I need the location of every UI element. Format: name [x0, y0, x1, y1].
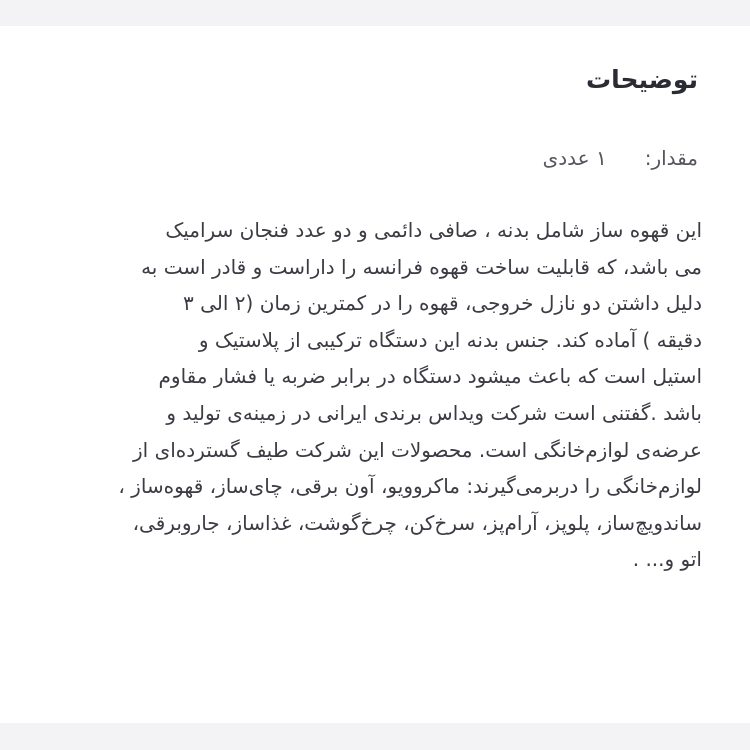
description-line: دلیل داشتن دو نازل خروجی، قهوه را در کمترین زمان (۲ الی ۳ [182, 291, 702, 316]
top-background-strip [0, 0, 750, 26]
description-line: لوازم‌خانگی را دربرمی‌گیرند: ماکروویو، آون برقی، چای‌ساز، قهوه‌ساز ، [118, 474, 702, 499]
quantity-value: ۱ عددی [542, 146, 607, 170]
description-line: استیل است که باعث میشود دستگاه در برابر ضربه یا فشار مقاوم [158, 364, 702, 389]
description-card [0, 26, 750, 723]
description-line: اتو و... . [632, 547, 702, 572]
description-line: این قهوه ساز شامل بدنه ، صافی دائمی و دو عدد فنجان سرامیک [165, 218, 702, 242]
description-line: دقیقه ) آماده کند. جنس بدنه این دستگاه ترکیبی از پلاستیک و [198, 327, 702, 352]
description-line: می باشد، که قابلیت ساخت قهوه فرانسه را داراست و قادر است به [141, 254, 702, 279]
description-line: باشد .گفتنی است شرکت ویداس برندی ایرانی در زمینه‌ی تولید و [166, 400, 702, 425]
bottom-background-strip [0, 723, 750, 750]
section-title: توضیحات [586, 65, 698, 94]
quantity-label: مقدار: [644, 146, 698, 170]
description-line: ساندویچ‌ساز، پلوپز، آرام‌پز، سرخ‌کن، چرخ‌گوشت، غذاساز، جاروبرقی، [132, 510, 702, 535]
description-line: عرضه‌ی لوازم‌خانگی است. محصولات این شرکت طیف گسترده‌ای از [133, 437, 702, 462]
description-text [52, 212, 702, 578]
quantity-row [543, 144, 698, 172]
